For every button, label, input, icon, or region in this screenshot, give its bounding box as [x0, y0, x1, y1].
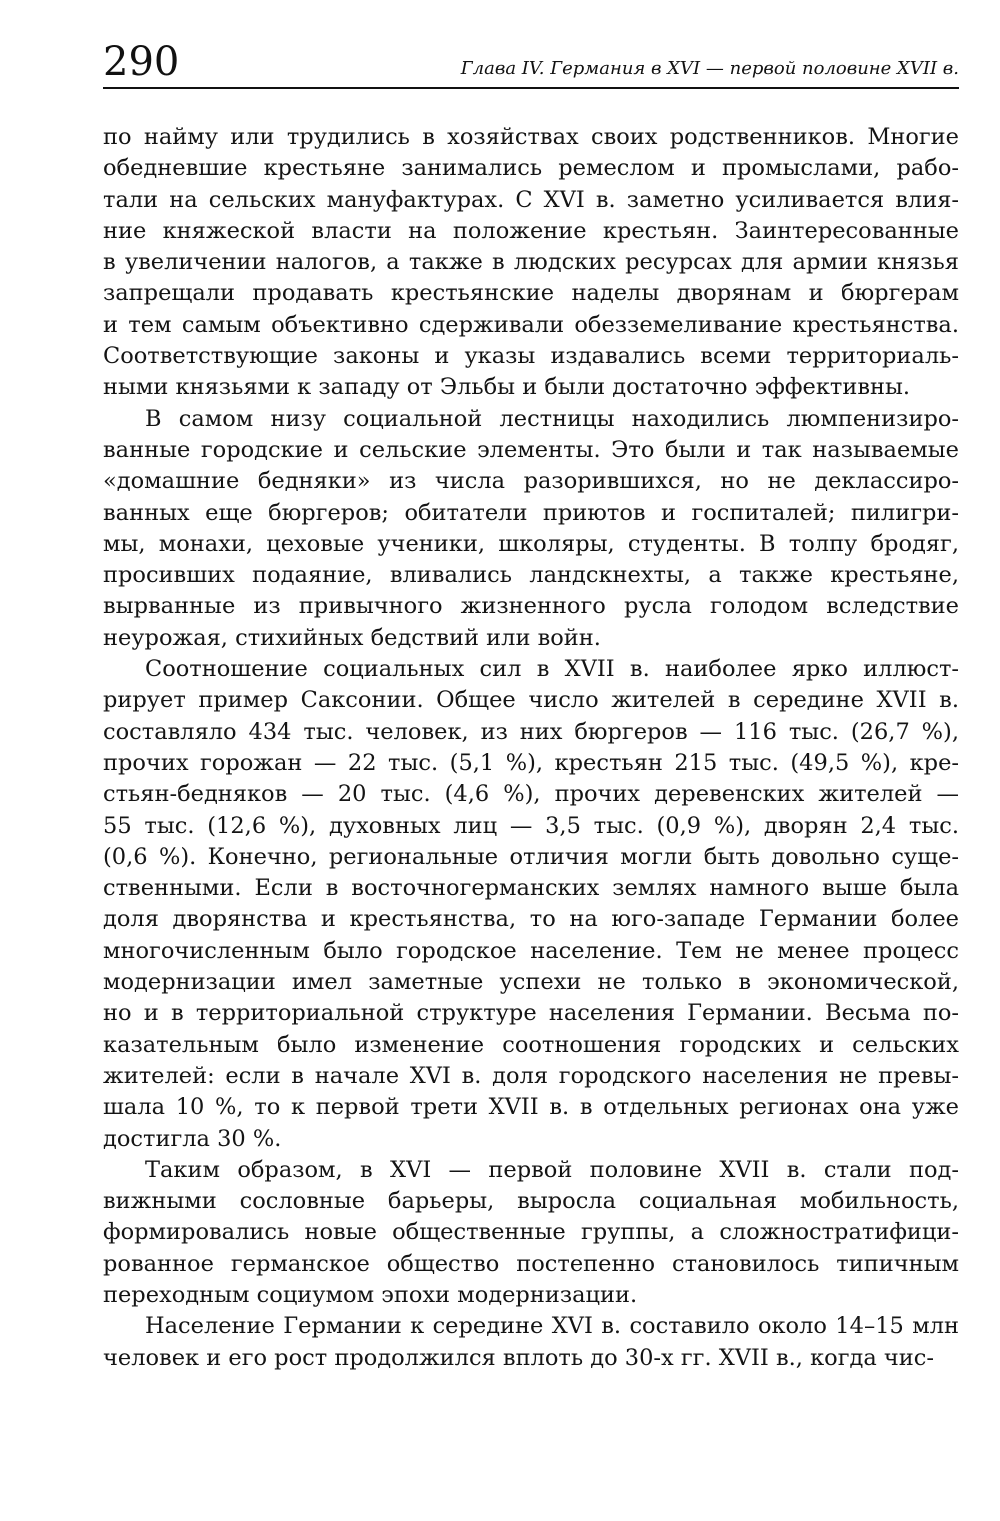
text-line: доля дворянства и крестьянства, то на юго-западе Германии более [103, 906, 959, 933]
paragraph [103, 654, 959, 1155]
text-line: составляло 434 тыс. человек, из них бюргеров — 116 тыс. (26,7 %), [103, 718, 959, 745]
text-line: В самом низу социальной лестницы находились люмпенизиро- [145, 405, 959, 432]
paragraph [103, 1155, 959, 1311]
header-rule [103, 87, 959, 89]
text-line: просивших подаяние, вливались ландскнехты, а также крестьяне, [103, 562, 959, 589]
text-line: вырванные из привычного жизненного русла голодом вследствие [103, 593, 959, 620]
text-line: модернизации имел заметные успехи не только в экономической, [103, 969, 959, 996]
body-text [103, 122, 959, 1374]
text-line: «домашние бедняки» из числа разорившихся, но не деклассиро- [103, 468, 959, 495]
text-line: тали на сельских мануфактурах. С XVI в. заметно усиливается влия- [103, 186, 959, 213]
text-line: но и в территориальной структуре населения Германии. Весьма по- [103, 1000, 959, 1027]
text-line: шала 10 %, то к первой трети XVII в. в отдельных регионах она уже [103, 1094, 959, 1121]
text-line: Население Германии к середине XVI в. составило около 14–15 млн [145, 1313, 959, 1340]
text-line: обедневшие крестьяне занимались ремеслом и промыслами, рабо- [103, 155, 959, 182]
text-line: стьян-бедняков — 20 тыс. (4,6 %), прочих деревенских жителей — [103, 781, 959, 808]
text-line: формировались новые общественные группы, а сложностратифици- [103, 1219, 959, 1246]
text-line: ванных еще бюргеров; обитатели приютов и госпиталей; пилигри- [103, 499, 959, 526]
text-line: по найму или трудились в хозяйствах своих родственников. Многие [103, 124, 959, 150]
text-line: переходным социумом эпохи модернизации. [103, 1281, 638, 1308]
text-line: прочих горожан — 22 тыс. (5,1 %), крестьян 215 тыс. (49,5 %), кре- [103, 749, 959, 776]
paragraph [103, 1311, 959, 1374]
text-line: ние княжеской власти на положение крестьян. Заинтересованные [103, 217, 959, 244]
text-line: жителей: если в начале XVI в. доля городского населения не превы- [103, 1062, 959, 1089]
running-head: Глава IV. Германия в XVI — первой половине XVII в. [460, 58, 959, 79]
paragraph [103, 122, 959, 404]
text-line: многочисленным было городское население. Тем не менее процесс [103, 937, 959, 964]
text-line: 55 тыс. (12,6 %), духовных лиц — 3,5 тыс. (0,9 %), дворян 2,4 тыс. [103, 812, 959, 839]
text-line: запрещали продавать крестьянские наделы дворянам и бюргерам [103, 280, 959, 307]
text-line: и тем самым объективно сдерживали обезземеливание крестьянства. [103, 311, 959, 338]
text-line: Таким образом, в XVI — первой половине XVII в. стали под- [145, 1156, 959, 1183]
text-line: Соотношение социальных сил в XVII в. наиболее ярко иллюст- [145, 656, 959, 683]
page-number: 290 [103, 39, 180, 85]
paragraph [103, 404, 959, 654]
text-line: неурожая, стихийных бедствий или войн. [103, 624, 601, 651]
text-line: человек и его рост продолжился вплоть до 30-х гг. XVII в., когда чис- [103, 1344, 934, 1371]
text-line: (0,6 %). Конечно, региональные отличия могли быть довольно суще- [103, 843, 959, 870]
text-line: казательным было изменение соотношения городских и сельских [103, 1031, 959, 1058]
text-line: ными князьями к западу от Эльбы и были достаточно эффективны. [103, 374, 911, 401]
text-line: достигла 30 %. [103, 1125, 282, 1152]
text-line: в увеличении налогов, а также в людских ресурсах для армии князья [103, 249, 959, 276]
text-line: Соответствующие законы и указы издавались всеми территориаль- [103, 343, 959, 370]
text-line: рирует пример Саксонии. Общее число жителей в середине XVII в. [103, 687, 959, 714]
text-line: мы, монахи, цеховые ученики, школяры, студенты. В толпу бродяг, [103, 530, 959, 557]
text-line: ванные городские и сельские элементы. Это были и так называемые [103, 436, 959, 463]
page-header [103, 38, 959, 90]
text-line: вижными сословные барьеры, выросла социальная мобильность, [103, 1188, 959, 1215]
text-line: рованное германское общество постепенно становилось типичным [103, 1250, 959, 1277]
text-line: ственными. Если в восточногерманских землях намного выше была [103, 875, 959, 902]
